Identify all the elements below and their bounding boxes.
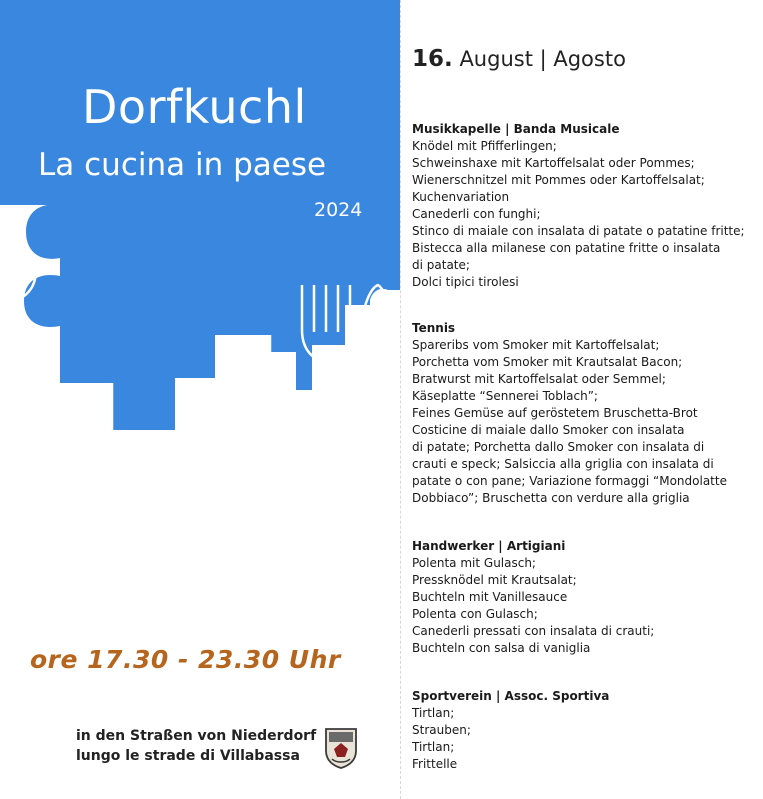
- menu-section-musikkapelle: [412, 121, 757, 291]
- menu-line: Buchteln mit Vanillesauce: [412, 590, 568, 604]
- fold-divider: [400, 0, 402, 799]
- menu-line: Spareribs vom Smoker mit Kartoffelsalat;: [412, 338, 660, 352]
- menu-line: Knödel mit Pfifferlingen;: [412, 139, 557, 153]
- menu-line: Costicine di maiale dallo Smoker con insalata: [412, 423, 685, 437]
- menu-line: Schweinshaxe mit Kartoffelsalat oder Pommes;: [412, 156, 695, 170]
- menu-line: di patate; Porchetta dallo Smoker con insalata di: [412, 440, 705, 454]
- menu-line: Feines Gemüse auf geröstetem Bruschetta-Brot: [412, 406, 698, 420]
- poster-year: 2024: [314, 199, 363, 221]
- knife-icon: [360, 285, 394, 525]
- menu-line: Dobbiaco”; Bruschetta con verdure alla griglia: [412, 491, 690, 505]
- menu-line: Tirtlan;: [412, 706, 455, 720]
- menu-line: di patate;: [412, 258, 470, 272]
- location-german: in den Straßen von Niederdorf: [76, 728, 317, 744]
- menu-line: Dolci tipici tirolesi: [412, 275, 519, 289]
- menu-line: Polenta con Gulasch;: [412, 607, 538, 621]
- menu-line: Pressknödel mit Krautsalat;: [412, 573, 577, 587]
- menu-line: Stinco di maiale con insalata di patate o patatine fritte;: [412, 224, 745, 238]
- menu-line: Canederli pressati con insalata di crauti;: [412, 624, 655, 638]
- section-title: Tennis: [412, 321, 456, 335]
- section-title: Musikkapelle | Banda Musicale: [412, 122, 620, 136]
- poster-title: Dorfkuchl: [82, 80, 307, 134]
- menu-line: crauti e speck; Salsiccia alla griglia con insalata di: [412, 457, 714, 471]
- menu-line: Bistecca alla milanese con patatine fritte o insalata: [412, 241, 721, 255]
- menu-line: Polenta mit Gulasch;: [412, 556, 536, 570]
- menu-section-tennis: [412, 320, 757, 507]
- event-date-month: August | Agosto: [459, 47, 626, 71]
- menu-section-handwerker: [412, 538, 757, 657]
- menu-line: Frittelle: [412, 757, 458, 771]
- poster-subtitle: La cucina in paese: [38, 147, 327, 183]
- menu-line: Strauben;: [412, 723, 471, 737]
- menu-line: Porchetta vom Smoker mit Krautsalat Bacon;: [412, 355, 683, 369]
- event-date: [412, 46, 626, 72]
- menu-line: Canederli con funghi;: [412, 207, 541, 221]
- menu-line: patate o con pane; Variazione formaggi “Mondolatte: [412, 474, 727, 488]
- coat-of-arms-icon: [324, 727, 358, 769]
- location-italian: lungo le strade di Villabassa: [76, 748, 300, 764]
- menu-line: Wienerschnitzel mit Pommes oder Kartoffelsalat;: [412, 173, 705, 187]
- event-date-day: 16.: [412, 46, 453, 72]
- menu-line: Buchteln con salsa di vaniglia: [412, 641, 591, 655]
- menu-line: Tirtlan;: [412, 740, 455, 754]
- section-title: Handwerker | Artigiani: [412, 539, 566, 553]
- menu-line: Bratwurst mit Kartoffelsalat oder Semmel;: [412, 372, 666, 386]
- menu-section-sportverein: [412, 688, 757, 773]
- opening-hours: ore 17.30 - 23.30 Uhr: [30, 645, 341, 674]
- menu-line: Käseplatte “Sennerei Toblach”;: [412, 389, 598, 403]
- section-title: Sportverein | Assoc. Sportiva: [412, 689, 610, 703]
- menu-line: Kuchenvariation: [412, 190, 510, 204]
